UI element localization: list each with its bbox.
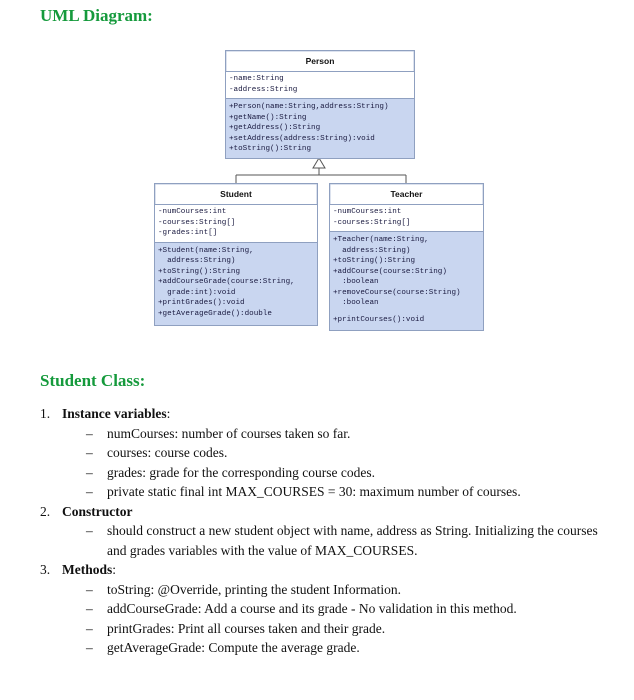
list-item <box>40 463 620 483</box>
section-instance-variables <box>40 404 620 424</box>
dash-bullet: – <box>86 620 93 636</box>
section-number: 1. <box>40 406 51 421</box>
teacher-method: +Teacher(name:String, <box>333 236 429 244</box>
list-item-text: courses: course codes. <box>107 445 228 460</box>
list-item <box>40 424 620 444</box>
section-number: 3. <box>40 562 51 577</box>
dash-bullet: – <box>86 581 93 597</box>
list-item <box>40 482 620 502</box>
list-item-text: toString: @Override, printing the student Information. <box>107 581 402 597</box>
teacher-attribute: -courses:String[] <box>333 218 411 227</box>
list-item-text: printGrades: Print all courses taken and their grade. <box>107 620 386 636</box>
section-methods <box>40 560 620 580</box>
uml-class-teacher <box>329 183 484 331</box>
teacher-method: +printCourses():void <box>333 315 425 324</box>
uml-class-person <box>225 50 415 159</box>
person-methods <box>226 99 414 158</box>
teacher-method: +removeCourse(course:String) <box>333 288 461 297</box>
dash-bullet: – <box>86 523 93 538</box>
list-item-text: addCourseGrade: Add a course and its grade - No validation in this method. <box>107 601 517 616</box>
teacher-method: +addCourse(course:String) <box>333 267 447 276</box>
teacher-attribute: -numCourses:int <box>333 208 402 216</box>
list-item <box>40 521 620 560</box>
student-attribute: -courses:String[] <box>158 218 236 227</box>
person-method: +Person(name:String,address:String) <box>229 103 389 111</box>
teacher-methods <box>330 232 483 330</box>
list-item-text: should construct a new student object with name, address as String. Initializing the courses and grades variables with the value of MAX_COURSES. <box>107 523 598 558</box>
person-attribute: -name:String <box>229 75 284 83</box>
list-item <box>40 443 620 463</box>
person-attribute: -address:String <box>229 85 298 94</box>
section-suffix: : <box>112 562 117 577</box>
list-item <box>40 599 620 619</box>
student-attribute: -grades:int[] <box>158 229 218 237</box>
student-method: +toString():String <box>158 267 241 276</box>
teacher-class-name: Teacher <box>330 184 483 205</box>
dash-bullet: – <box>86 640 93 655</box>
student-methods <box>155 243 317 326</box>
list-item <box>40 580 620 600</box>
section-title: Instance variables <box>62 406 167 421</box>
teacher-method: address:String) <box>333 246 411 255</box>
teacher-method: :boolean <box>333 278 379 286</box>
dash-bullet: – <box>86 484 93 499</box>
teacher-method: :boolean <box>333 299 379 307</box>
section-title: Constructor <box>62 503 133 519</box>
dash-bullet: – <box>86 445 93 460</box>
list-item <box>40 619 620 639</box>
student-attribute: -numCourses:int <box>158 208 227 216</box>
section-number: 2. <box>40 503 51 519</box>
teacher-method: +toString():String <box>333 257 416 265</box>
student-method: +printGrades():void <box>158 299 245 307</box>
list-item <box>40 638 620 658</box>
list-item-text: numCourses: number of courses taken so far. <box>107 425 351 441</box>
section-title: Methods <box>62 562 113 577</box>
person-method: +getName():String <box>229 113 307 122</box>
requirements-list <box>40 404 620 658</box>
dash-bullet: – <box>86 425 93 441</box>
section-constructor <box>40 502 620 522</box>
list-item-text: private static final int MAX_COURSES = 30: maximum number of courses. <box>107 484 521 499</box>
person-class-name: Person <box>226 51 414 72</box>
person-method: +setAddress(address:String):void <box>229 134 375 143</box>
uml-class-student <box>154 183 318 326</box>
person-method: +getAddress():String <box>229 124 321 132</box>
list-item-text: getAverageGrade: Compute the average grade. <box>107 640 360 655</box>
student-method: +getAverageGrade():double <box>158 309 272 318</box>
list-item-text: grades: grade for the corresponding course codes. <box>107 464 376 480</box>
student-method: +addCourseGrade(course:String, <box>158 278 295 286</box>
student-method: +Student(name:String, <box>158 246 254 255</box>
dash-bullet: – <box>86 464 93 480</box>
student-method: address:String) <box>158 257 236 265</box>
student-method: grade:int):void <box>158 288 236 297</box>
dash-bullet: – <box>86 601 93 616</box>
teacher-attributes <box>330 205 483 232</box>
section-suffix: : <box>166 406 171 421</box>
person-attributes <box>226 72 414 99</box>
person-method: +toString():String <box>229 145 312 153</box>
uml-diagram-heading: UML Diagram: <box>40 6 153 25</box>
student-class-heading: Student Class: <box>40 371 146 390</box>
student-class-name: Student <box>155 184 317 205</box>
student-attributes <box>155 205 317 243</box>
